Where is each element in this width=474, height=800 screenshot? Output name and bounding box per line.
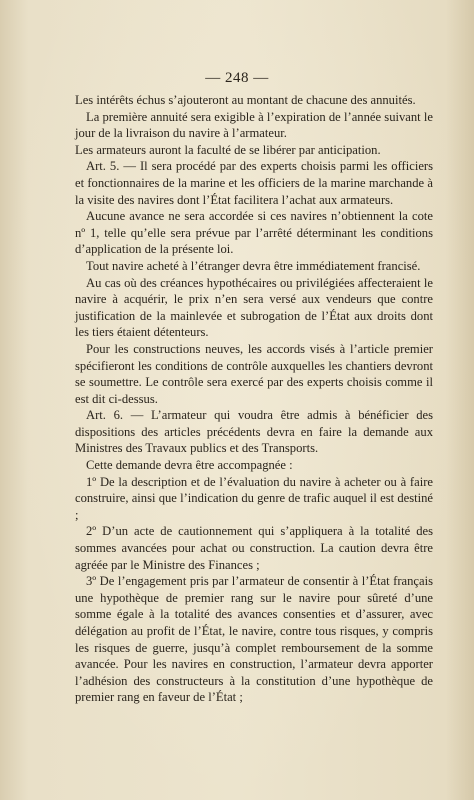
paragraph: Au cas où des créances hypothécaires ou privilégiées affecteraient le navire à acquérir, le prix n’en sera versé aux vendeurs que contre justification de la mainlevée et subrogation de l’État aux droits dont les tiers étaient détenteurs.	[75, 275, 433, 340]
paragraph: Les armateurs auront la faculté de se libérer par anticipation.	[75, 142, 381, 157]
paragraph: 1º De la description et de l’évaluation du navire à acheter ou à faire construire, ainsi que l’indication du genre de trafic auquel il est destiné ;	[75, 474, 433, 522]
page-number: — 248 —	[205, 70, 269, 86]
paragraph: 3º De l’engagement pris par l’armateur de consentir à l’État français une hypothèque de premier rang sur le navire pour sûreté d’une somme égale à la totalité des avances consenties et d’assurer, avec délégation au profit de l’État, le navire, contre tous risques, y compris les risques de guerre, jusqu’à complet remboursement de la somme avancée. Pour les navires en construction, l’armateur devra apporter l’adhésion des constructeurs à la constitution d’une hypothèque de premier rang en faveur de l’État ;	[75, 574, 433, 705]
paragraph: Art. 6. — L’armateur qui voudra être admis à bénéficier des dispositions des articles précédents devra en faire la demande aux Ministres des Travaux publics et des Transports.	[75, 408, 433, 456]
paragraph: Tout navire acheté à l’étranger devra être immédiatement francisé.	[86, 258, 421, 273]
paragraph: Pour les constructions neuves, les accords visés à l’article premier spécifieront les conditions de contrôle auxquelles les chantiers devront se soumettre. Le contrôle sera exercé par des experts choisis comme il est dit ci-dessus.	[75, 341, 433, 406]
paragraph: Les intérêts échus s’ajouteront au montant de chacune des annuités.	[75, 93, 416, 107]
body-text	[75, 92, 433, 706]
paragraph: Aucune avance ne sera accordée si ces navires n’obtiennent la cote nº 1, telle qu’elle sera prévue par l’arrêté déterminant les conditions d’application de la présente loi.	[75, 209, 433, 257]
paragraph: 2º D’un acte de cautionnement qui s’appliquera à la totalité des sommes avancées pour achat ou construction. La caution devra être agréée par le Ministre des Finances ;	[75, 524, 433, 572]
paragraph: Cette demande devra être accompagnée :	[86, 458, 293, 473]
paragraph: Art. 5. — Il sera procédé par des experts choisis parmi les officiers et fonctionnaires de la marine et les officiers de la marine marchande à la visite des navires dont l’État facilitera l’achat aux armateurs.	[75, 159, 433, 207]
paragraph: La première annuité sera exigible à l’expiration de l’année suivant le jour de la livraison du navire à l’armateur.	[75, 109, 433, 141]
